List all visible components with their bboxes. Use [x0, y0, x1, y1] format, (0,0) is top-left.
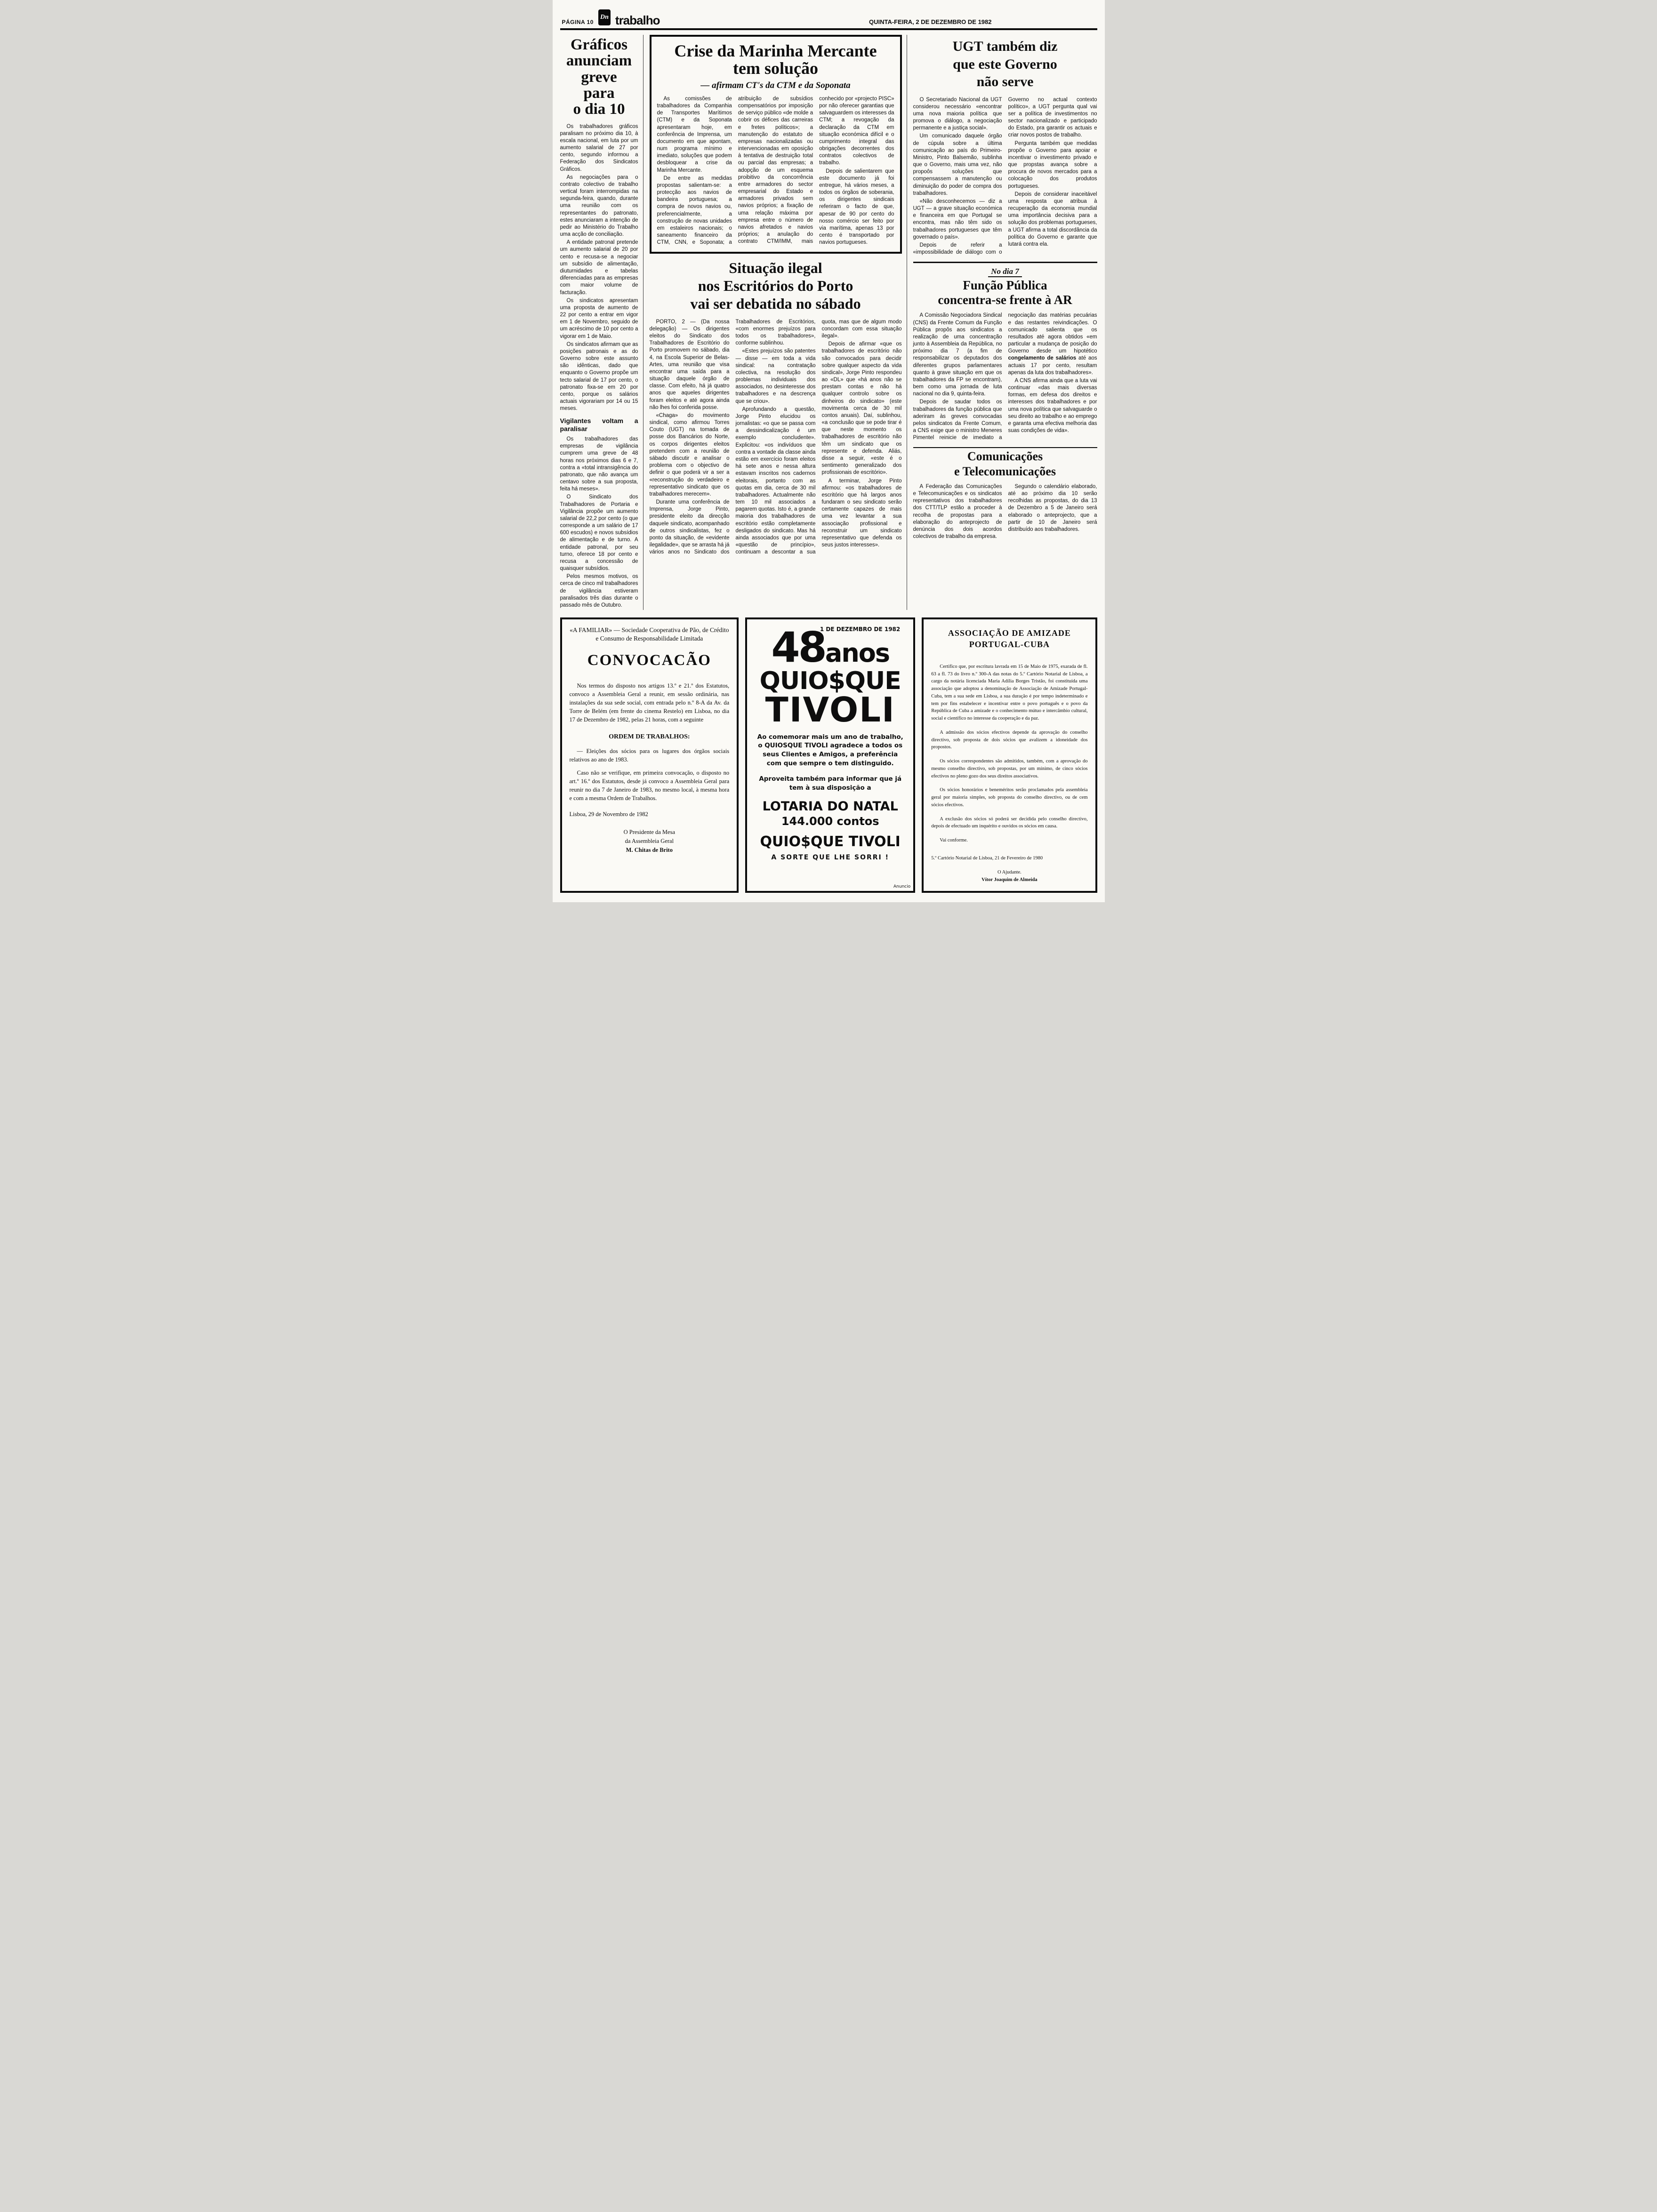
article-comunicacoes [913, 449, 1097, 540]
familiar-header: «A FAMILIAR» — Sociedade Cooperativa de Pão, de Crédito e Consumo de Responsabilidade Limitada [570, 626, 729, 642]
ugt-headline [913, 38, 1097, 91]
signature-name: M. Chitas de Brito [626, 846, 673, 853]
section-divider [913, 447, 1097, 448]
main-content [560, 35, 1097, 610]
body-paragraph: A terminar, Jorge Pinto afirmou: «os trabalhadores de escritório que há largos anos fundaram o seu sindicato serão certamente capazes de mais uma vez levantar a sua associação profissional e reconstruir um sindicato representativo que defenda os seus justos interesses». [821, 478, 902, 548]
body-paragraph: «Estes prejuízos são patentes — disse — em toda a vida sindical: na contratação colectiva, na resolução dos problemas individuais dos associados, no desinteresse dos trabalhadores e na descrença que se criou». [735, 348, 816, 404]
ad-paragraph: Os sócios correspondentes são admitidos, também, com a aprovação do mesmo conselho directivo, sob propostas, por um mínimo, de cinco sócios efectivos no pleno gozo dos seus direitos associativos. [931, 759, 1088, 779]
signature-role: da Assembleia Geral [625, 838, 674, 845]
body-paragraph: De entre as medidas propostas salientam-se: a protecção aos navios de bandeira portuguesa; a compra de novos navios ou, preferencialmente, a construção de novas unidades em estaleiros nacionais; o saneamento financeiro da CTM, CNN, e Soponata; a atribuição de subsídios compensatórios por imposição de serviço público «de molde a cobrir os défices das carreiras e fretes políticos»; a manutenção do estatuto de empresas nacionalizadas ou intervencionadas em oposição à tentativa de destruição total ou parcial das empresas; a adopção de um esquema proibitivo da concorrência entre armadores do sector empresarial do Estado e armadores privados sem navios próprios; a fixação de uma relação máxima por empresa entre o número de navios afretados e navios próprios; a anulação do contrato CTM/IMM, mais conhecido por «projecto PISC» por não oferecer garantias que salvaguardem os interesses da CTM; a revogação da declaração da CTM em situação económica difícil e o cumprimento integral das obrigações decorrentes dos contratos colectivos de trabalho. [657, 96, 894, 246]
graficos-headline [560, 37, 638, 118]
body-paragraph: A entidade patronal pretende um aumento salarial de 20 por cento e recusa-se a negociar um subsídio de alimentação, diuturnidades e tabelas diferenciadas para as empresas com maior volume de facturação. [560, 240, 638, 296]
headline-line: que este Governo [953, 56, 1057, 72]
body-paragraph: O Secretariado Nacional da UGT considerou necessário «encontrar uma nova maioria política que promova o diálogo, a negociação permanente e a justiça social». [913, 96, 1002, 131]
cuba-body [931, 663, 1087, 884]
body-paragraph: Depois de afirmar «que os trabalhadores de escritório não são convocados para decidir sobre qualquer aspecto da vida sindical», Jorge Pinto respondeu ao «DL» que «há anos não se prestam contas e não há qualquer controlo sobre os dinheiros do sindicato» (este movimenta cerca de 30 mil contos anuais). Daí, sublinhou, «a conclusão que se pode tirar é que neste momento os trabalhadores de escritório não têm um sindicato que os represente e defenda. Aliás, disse a seguir, «este é o sentimento generalizado dos profissionais de escritório». [821, 341, 902, 476]
diario-noticias-logo: Dn [598, 9, 611, 25]
familiar-body [570, 681, 730, 855]
headline-line: Situação ilegal [729, 259, 822, 277]
body-paragraph: As negociações para o contrato colectivo de trabalho vertical foram interrompidas na segunda-feira, quando, durante uma reunião com os representantes do patronato, estes anunciaram a intenção de pedir ao Ministério do Trabalho uma acção de conciliação. [560, 174, 638, 238]
body-paragraph: Pelos mesmos motivos, os cerca de cinco mil trabalhadores de vigilância estiveram paralisados três dias durante o passado mês de Outubro. [560, 574, 638, 608]
tivoli-lottery-amount: 144.000 contos [781, 814, 879, 828]
familiar-title: CONVOCACÃO [587, 651, 711, 669]
body-paragraph: Os trabalhadores das empresas de vigilância cumprem uma greve de 48 horas nos próximos dias 6 e 7, contra a «total intransigência do patronato, que não avança um centavo sobre a sua proposta, feita há meses». [560, 436, 638, 492]
signature-role: O Ajudante. [997, 869, 1022, 875]
tivoli-years-number: 48 [771, 623, 825, 672]
body-paragraph: «Não desconhecemos — diz a UGT — a grave situação económica e financeira em que Portugal se encontra, mas não têm sido os trabalhadores portugueses que têm governado o país». [913, 198, 1002, 240]
edition-date: QUINTA-FEIRA, 2 DE DEZEMBRO DE 1982 [869, 18, 992, 25]
anuncio-corner-note: Anuncio [893, 884, 911, 890]
body-paragraph: Os sindicatos apresentam uma proposta de aumento de 22 por cento a entrar em vigor em 1 de Novembro, seguido de um acréscimo de 10 por cento a vigorar em 1 de Maio. [560, 297, 638, 339]
headline-line: concentra-se frente à AR [938, 293, 1072, 307]
headline-line: UGT também diz [952, 39, 1058, 54]
page-number-label: PÁGINA 10 [562, 19, 594, 25]
body-paragraph: Os sindicatos afirmam que as posições patronais e as do Governo sobre este assunto são idênticas, dado que enquanto o Governo propõe um tecto salarial de 17 por cento, o patronato fixa-se em 20 por cento, porque os salários actuais vigorariam por 14 ou 15 meses. [560, 341, 638, 412]
headline-line: anunciam [566, 52, 632, 70]
ad-paragraph: Caso não se verifique, em primeira convocação, o disposto no art.º 16.º dos Estatutos, desde já convoco a Assembleia Geral para reunir no dia 7 de Janeiro de 1983, no mesmo local, à mesma hora e com a mesma Ordem de Trabalhos. [569, 769, 730, 802]
headline-line: para [583, 84, 615, 102]
crise-body [657, 96, 894, 247]
headline-line: não serve [976, 74, 1034, 89]
body-paragraph: Um comunicado daquele órgão de cúpula sobre a última comunicação ao país do Primeiro-Ministro, Pinto Balsemão, sublinha que o Governo, mais uma vez, não propoôs soluções que compensassem a manutenção ou diminuição do poder de compra dos trabalhadores. [913, 133, 1002, 196]
body-paragraph: A Comissão Negociadora Sindical (CNS) da Frente Comum da Função Pública propôs aos sindicatos a realização de uma concentração junto à Assembleia da República, no próximo dia 7 (a fim de responsabilizar os deputados dos diferentes grupos parlamentares quanto à grave situação em que os trabalhadores da FP se encontram), bem como uma jornada de luta nacional no dia 9, quinta-feira. [913, 313, 1002, 397]
cuba-signature [931, 869, 1087, 885]
right-column [913, 35, 1097, 610]
body-paragraph: Depois de referir a «impossibilidade de diálogo com o Governo no actual contexto político», a UGT pergunta qual vai ser a política de investimentos no sector nacionalizado e participado do Estado, pra garantir os actuais e criar novos postos de trabalho. [913, 96, 1097, 256]
ad-paragraph: Certifico que, por escritura lavrada em 15 de Maio de 1975, exarada de fl. 63 a fl. 73 do livro n.º 300-A das notas do 5.º Cartório Notarial de Lisboa, a cargo da notária licenciada Maria Adília Borges Tristão, foi constituída uma associação que adoptou a denominação de Associação de Amizade Portugal-Cuba, tem a sua sede em Lisboa, a sua duração é por tempo indeterminado e tem por fins estabelecer e incentivar entre o povo português e o povo da República de Cuba a amizade e o conhecimento mútuo e intercâmbio cultural, social e científico no interesse da cooperação e da paz. [931, 664, 1088, 721]
ad-paragraph: Nos termos do disposto nos artigos 13.º e 21.º dos Estatutos, convoco a Assembleia Geral a reunir, em sessão ordinária, nas instalações da sua sede social, com entrada pelo n.º 8-A da Av. da Torre de Belém (em frente do cinema Restelo) em Lisboa, no dia 17 de Dezembro de 1982, pelas 21 horas, com a seguinte [569, 682, 730, 723]
ugt-body [913, 96, 1097, 256]
paragraph-segment: Depois de saudar todos os trabalhadores da função pública que aderiram às greves convocadas pelos sindicatos da Frente Comum, a CNS exige que o ministro Meneres Pimentel reinicie de imediato a negociação das matérias pecuárias e das restantes reivindicações. O comunicado salienta que os resultados até agora obtidos «em particular a mudança de posição do Governo desde um hipotético [913, 313, 1097, 441]
situacao-body [650, 319, 902, 556]
article-crise-marinha [650, 35, 902, 254]
funcao-publica-body [913, 312, 1097, 441]
headline-line: Função Pública [963, 278, 1047, 293]
headline-line: nos Escritórios do Porto [698, 277, 853, 295]
tivoli-body2: Aproveita também para informar que já tem à sua disposição a [759, 775, 902, 792]
comunicacoes-body [913, 483, 1097, 540]
newspaper-page [553, 0, 1105, 902]
article-ugt [913, 38, 1097, 256]
headline-line: Comunicações [967, 449, 1043, 464]
title-line: ASSOCIAÇÃO DE AMIZADE [948, 628, 1071, 638]
tivoli-slogan: A SORTE QUE LHE SORRI ! [771, 853, 890, 861]
ad-amizade-portugal-cuba [922, 617, 1097, 893]
cuba-notary-line: 5.º Cartório Notarial de Lisboa, 21 de Fevereiro de 1980 [931, 855, 1043, 861]
headline-line: Crise da Marinha Mercante [674, 41, 877, 60]
headline-line: e Telecomunicações [954, 464, 1056, 478]
body-paragraph: Segundo o calendário elaborado, até ao próximo dia 10 serão recolhidas as propostas, do dia 13 de Dezembro a 5 de Janeiro será elaborado o anteprojecto, que a partir de 10 de Janeiro será distribuído aos trabalhadores. [1008, 483, 1097, 532]
crise-headline [657, 42, 894, 78]
familiar-agenda-title: ORDEM DE TRABALHOS: [609, 733, 690, 741]
signature-role: O Presidente da Mesa [623, 829, 676, 836]
familiar-signature [570, 828, 730, 854]
body-paragraph: A Federação das Comunicações e Telecomunicações e os sindicatos representativos dos trabalhadores dos CTT/TLP estão a proceder à recolha de propostas para a elaboração do anteprojecto de denúncia dos dois acordos colectivos de trabalho da empresa. [913, 483, 1002, 540]
tivoli-years [755, 623, 906, 672]
comunicacoes-headline [913, 449, 1097, 478]
ad-paragraph: Vai conforme. [940, 838, 968, 843]
body-paragraph: O Sindicato dos Trabalhadores de Portaria e Vigilância propõe um aumento salarial de 22,2 por cento (o que corresponde a um salário de 17 600 escudos) e novos subsídios de alimentação e de turno. A entidade patronal, por seu turno, oferece 18 por cento e recusa a concessão de quaisquer subsídios. [560, 494, 638, 572]
bold-segment: congelamento de salários [1008, 355, 1077, 361]
headline-line: greve [581, 68, 617, 86]
familiar-place-date: Lisboa, 29 de Novembro de 1982 [569, 811, 648, 818]
funcao-publica-kicker [913, 267, 1097, 276]
tivoli-brand-line1: QUIO$QUE [759, 667, 901, 696]
body-paragraph: A CNS afirma ainda que a luta vai continuar «das mais diversas formas, em defesa dos direitos e interesses dos trabalhadores e por uma nova política que salvaguarde o seu direito ao trabalho e ao emprego e garanta uma efectiva melhoria das suas condições de vida». [1008, 377, 1097, 434]
ad-quiosque-tivoli [745, 617, 915, 893]
situacao-headline [650, 259, 902, 313]
signature-name: Vítor Joaquim de Almeida [981, 877, 1038, 883]
section-divider [913, 262, 1097, 263]
page-header [560, 6, 1097, 28]
article-graficos [560, 35, 643, 610]
article-funcao-publica [913, 267, 1097, 441]
headline-line: vai ser debatida no sábado [690, 295, 861, 312]
body-paragraph: Pergunta também que medidas propõe o Governo para apoiar e incentivar o investimento privado e que propstas avança sobre a procura de novos mercados para a colocação dos produtos portugueses. [1008, 140, 1097, 189]
ads-row [560, 617, 1097, 893]
ad-paragraph: A exclusão dos sócios só poderá ser decidida pelo conselho directivo, depois de efectuado um inquérito e ouvidos os sócios em causa. [931, 816, 1088, 829]
header-rule [560, 28, 1097, 30]
tivoli-brand-line2: TIVOLI [765, 690, 895, 730]
masthead-title: trabalho [615, 13, 660, 28]
body-paragraph: Durante uma conferência de Imprensa, Jorge Pinto, presidente eleito da direcção daquele sindicato, acompanhado de outros sindicalistas, fez o ponto da situação, de «evidente ilegalidade», que se arrasta há já vários anos no Sindicato dos Trabalhadores de Escritórios, «com enormes prejuízos para todos os trabalhadores», conforme sublinhou. [649, 319, 816, 555]
tivoli-date: 1 DE DEZEMBRO DE 1982 [820, 626, 901, 633]
body-paragraph: Aprofundando a questão, Jorge Pinto elucidou os jornalistas: «o que se passa com a dessindicalização é um exemplo concludente». Explicitou: «os indivíduos que contra a vontade da classe ainda estão em exercício foram eleitos há sete anos e nessa altura estavam inscritos nos cadernos eleitorais, portanto com as quotas em dia, cerca de 30 mil trabalhadores. Actualmente não tem 10 mil associados a pagarem quotas. Isto é, a grande maioria dos trabalhadores de escritório estão completamente desligados do sindicato. Mas há ainda associados que por uma «questão de princípio», continuam a descontar a sua quota, mas que de algum modo concordam com essa situação ilegal». [735, 319, 902, 555]
middle-column [650, 35, 907, 610]
cuba-title [931, 628, 1087, 650]
body-paragraph: PORTO, 2 — (Da nossa delegação) — Os dirigentes eleitos do Sindicato dos Trabalhadores de Escritório do Porto promovem no sábado, dia 4, na Escola Superior de Belas-Artes, uma reunião que visa encontrar uma saída para a situação daquele órgão de classe. Com efeito, há já quatro anos que aqueles dirigentes foram eleitos e até agora ainda não lhes foi conferida posse. [649, 319, 730, 410]
article-situacao-ilegal [650, 259, 902, 556]
body-paragraph: Os trabalhadores gráficos paralisam no próximo dia 10, à escala nacional, em luta por um aumento salarial de 27 por cento, segundo informou a Federação dos Sindicatos Gráficos. [560, 123, 638, 172]
ad-paragraph: — Eleições dos sócios para os lugares dos órgãos sociais relativos ao ano de 1983. [569, 747, 730, 763]
body-paragraph: Depois de considerar inaceitável uma resposta que atribua à recuperação da economia mundial uma importância decisiva para a solução dos problemas portugueses, a UGT afirma a total discordância da política do Governo e garante que lutará contra ela. [1008, 191, 1097, 247]
vigilantes-subhead: Vigilantes voltam a paralisar [560, 417, 638, 433]
headline-line: tem solução [733, 59, 818, 78]
ad-paragraph: A admissão dos sócios efectivos depende da aprovação do conselho directivo, sob proposta de dois sócios que avalizem a idoneidade dos propostos. [931, 729, 1088, 750]
tivoli-lottery-title: LOTARIA DO NATAL [762, 799, 898, 814]
body-paragraph: As comissões de trabalhadores da Companhia de Transportes Marítimos (CTM) e da Soponata apresentaram hoje, em conferência de Imprensa, um documento em que apontam, num programa mínimo e imediato, soluções que podem desbloquear a crise da Marinha Mercante. [657, 96, 732, 173]
headline-line: o dia 10 [573, 101, 625, 118]
graficos-body [560, 123, 638, 609]
body-paragraph: Depois de salientarem que este documento já foi entregue, há vários meses, a todos os órgãos de soberania, os dirigentes sindicais referiram o facto de que, apesar de 90 por cento do nosso comércio ser feito por via marítima, apenas 13 por cento é transportado por navios portugueses. [819, 168, 894, 246]
tivoli-body1: Ao comemorar mais um ano de trabalho, o QUIOSQUE TIVOLI agradece a todos os seus Clientes e Amigos, a preferência com que sempre o tem distinguido. [757, 733, 903, 768]
funcao-publica-headline [913, 278, 1097, 307]
ad-paragraph: Os sócios honorários e beneméritos serão proclamados pela assembleia geral por maioria simples, sob proposta do conselho directivo, ou de cem sócios efectivos. [931, 787, 1088, 808]
kicker-text: No dia 7 [988, 267, 1022, 277]
headline-line: Gráficos [571, 36, 627, 53]
crise-subtitle: — afirmam CT's da CTM e da Soponata [700, 80, 851, 90]
body-paragraph: «Chaga» do movimento sindical, como afirmou Torres Couto (UGT) na tomada de posse dos Bancários do Norte, os corpos dirigentes eleitos pretendem com a reunião de sábado discutir e analisar o problema com o objectivo de definir o que poderá vir a ser a «reconstrução do verdadeiro e representativo sindicato que os trabalhadores merecem». [649, 412, 730, 497]
ad-familiar-convocacao [560, 617, 739, 893]
tivoli-brand-footer: QUIO$QUE TIVOLI [760, 833, 901, 850]
title-line: PORTUGAL-CUBA [969, 639, 1050, 649]
tivoli-years-word: anos [825, 638, 889, 668]
paragraph-segment: até aos actuais 17 por cento, resultam apenas da luta dos trabalhadores». [1008, 355, 1097, 376]
